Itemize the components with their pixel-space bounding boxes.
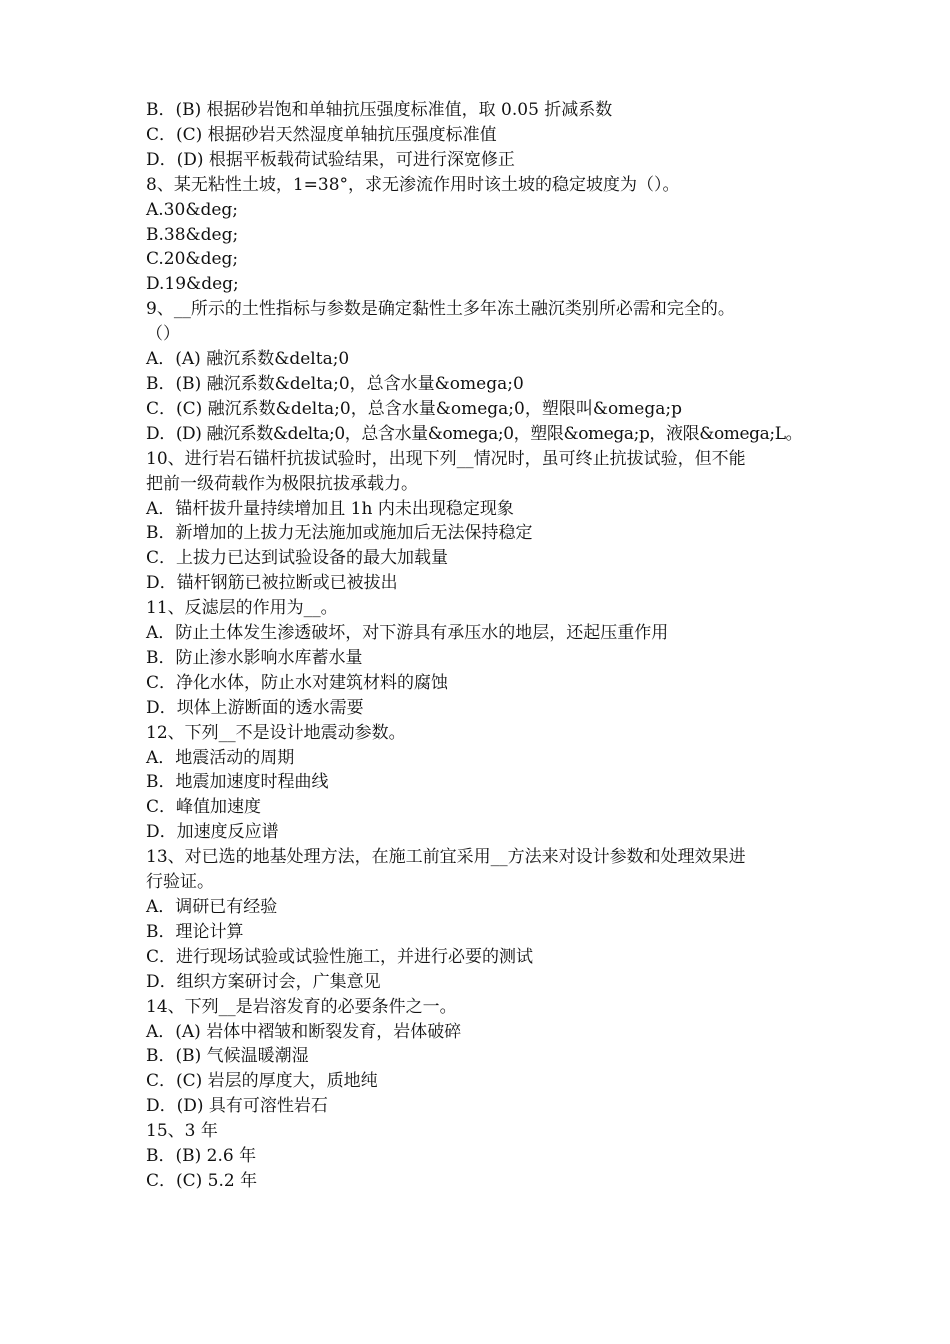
question-line: 10、进行岩石锚杆抗拔试验时，出现下列__情况时，虽可终止抗拔试验，但不能 [146, 448, 746, 469]
question-line: 15、3 年 [146, 1121, 218, 1142]
question-line: 12、下列__不是设计地震动参数。 [146, 722, 406, 743]
option-line: D．锚杆钢筋已被拉断或已被拔出 [146, 573, 398, 594]
option-line: C.20&deg; [146, 249, 239, 270]
option-line: C．进行现场试验或试验性施工，并进行必要的测试 [146, 946, 534, 967]
option-line: A．地震活动的周期 [146, 747, 295, 768]
option-line: A.30&deg; [146, 199, 238, 220]
option-line: D.19&deg; [146, 274, 239, 295]
option-line: C．(C) 融沉系数&delta;0，总含水量&omega;0，塑限叫&omega;p [146, 398, 682, 419]
question-line: 9、__所示的土性指标与参数是确定黏性土多年冻土融沉类别所必需和完全的。 [146, 299, 735, 320]
option-line: B．(B) 2.6 年 [146, 1146, 257, 1167]
option-line: D．加速度反应谱 [146, 822, 279, 843]
option-line: C．净化水体，防止水对建筑材料的腐蚀 [146, 672, 449, 693]
option-line: C．上拔力已达到试验设备的最大加载量 [146, 548, 449, 569]
option-line: A．防止土体发生渗透破坏，对下游具有承压水的地层，还起压重作用 [146, 623, 669, 644]
option-line: D．坝体上游断面的透水需要 [146, 697, 364, 718]
question-line: 14、下列__是岩溶发育的必要条件之一。 [146, 996, 457, 1017]
question-line-continued: 把前一级荷载作为极限抗拔承载力。 [146, 473, 418, 494]
document-body [146, 98, 826, 1194]
option-line: A．调研已有经验 [146, 897, 278, 917]
option-line: B．地震加速度时程曲线 [146, 772, 329, 793]
option-line: C．(C) 根据砂岩天然湿度单轴抗压强度标准值 [146, 124, 497, 145]
question-line: 11、反滤层的作用为__。 [146, 598, 338, 619]
option-line: D．组织方案研讨会，广集意见 [146, 971, 381, 992]
option-line: D．(D) 根据平板载荷试验结果，可进行深宽修正 [146, 149, 515, 170]
question-line-continued: 行验证。 [146, 872, 214, 893]
option-line: C．(C) 5.2 年 [146, 1170, 258, 1191]
option-line: B.38&deg; [146, 224, 239, 245]
option-line: C．峰值加速度 [146, 797, 262, 818]
option-line: A．锚杆拔升量持续增加且 1h 内未出现稳定现象 [146, 498, 514, 519]
option-line: B．理论计算 [146, 921, 244, 942]
question-line: 8、某无粘性土坡，1=38°，求无渗流作用时该土坡的稳定坡度为（）。 [146, 174, 680, 195]
option-line: B．防止渗水影响水库蓄水量 [146, 647, 363, 668]
option-line: A．(A) 岩体中褶皱和断裂发育，岩体破碎 [146, 1021, 462, 1042]
question-line: 13、对已选的地基处理方法，在施工前宜采用__方法来对设计参数和处理效果进 [146, 847, 746, 868]
option-line: B．新增加的上拔力无法施加或施加后无法保持稳定 [146, 523, 533, 544]
option-line: C．(C) 岩层的厚度大，质地纯 [146, 1071, 378, 1092]
option-line: B．(B) 根据砂岩饱和单轴抗压强度标准值，取 0.05 折减系数 [146, 100, 613, 120]
option-line: D．(D) 融沉系数&delta;0，总含水量&omega;0，塑限&omega;p，液限&omega;L。 [146, 423, 803, 444]
question-line-continued: （） [146, 324, 180, 345]
option-line: A．(A) 融沉系数&delta;0 [146, 349, 350, 370]
option-line: B．(B) 融沉系数&delta;0，总含水量&omega;0 [146, 373, 524, 394]
option-line: D．(D) 具有可溶性岩石 [146, 1096, 328, 1117]
option-line: B．(B) 气候温暖潮湿 [146, 1046, 309, 1067]
